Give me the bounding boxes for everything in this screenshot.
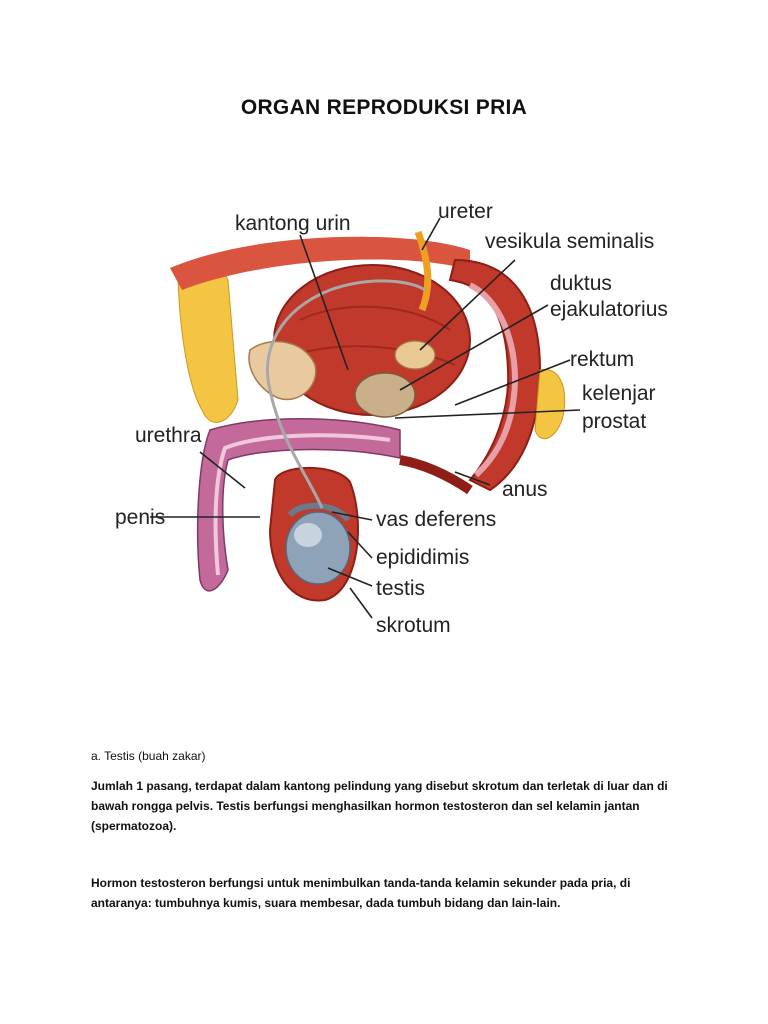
label-anus: anus xyxy=(502,478,548,501)
testis-highlight xyxy=(294,523,322,547)
section-heading: a. Testis (buah zakar) xyxy=(91,749,206,763)
fat-tissue-right xyxy=(535,369,565,438)
paragraph-testosterone: Hormon testosteron berfungsi untuk menimbulkan tanda-tanda kelamin sekunder pada pria, di antaranya: tumbuhnya kumis, suara membesar, dada tumbuh bidang dan lain-lain. xyxy=(91,876,631,910)
anatomy-illustration xyxy=(110,190,700,650)
label-kantong-urin: kantong urin xyxy=(235,212,351,235)
label-duktus: duktus xyxy=(550,272,612,295)
label-ureter: ureter xyxy=(438,200,493,223)
label-ejakulatorius: ejakulatorius xyxy=(550,298,668,321)
paragraph-testis-description: Jumlah 1 pasang, terdapat dalam kantong pelindung yang disebut skrotum dan terletak di luar dan di bawah rongga pelvis. Testis berfungsi menghasilkan hormon testosteron dan sel kelamin jantan (spermatozoa). xyxy=(91,779,668,833)
anatomy-diagram xyxy=(110,190,700,650)
page-title: ORGAN REPRODUKSI PRIA xyxy=(240,96,528,119)
label-rektum: rektum xyxy=(570,348,635,371)
label-urethra: urethra xyxy=(135,424,202,447)
fat-tissue-left xyxy=(178,265,238,422)
seminal-vesicle xyxy=(395,341,435,369)
label-skrotum: skrotum xyxy=(376,614,451,637)
label-penis: penis xyxy=(115,506,166,529)
label-vas-deferens: vas deferens xyxy=(376,508,497,531)
label-prostat: prostat xyxy=(582,410,647,433)
label-testis: testis xyxy=(376,577,426,600)
leader-skrotum xyxy=(350,588,372,618)
label-epididimis: epididimis xyxy=(376,546,470,569)
prostate-gland xyxy=(355,373,415,417)
anal-canal xyxy=(400,460,470,490)
label-vesikula-seminalis: vesikula seminalis xyxy=(485,230,655,253)
label-kelenjar: kelenjar xyxy=(582,382,656,405)
